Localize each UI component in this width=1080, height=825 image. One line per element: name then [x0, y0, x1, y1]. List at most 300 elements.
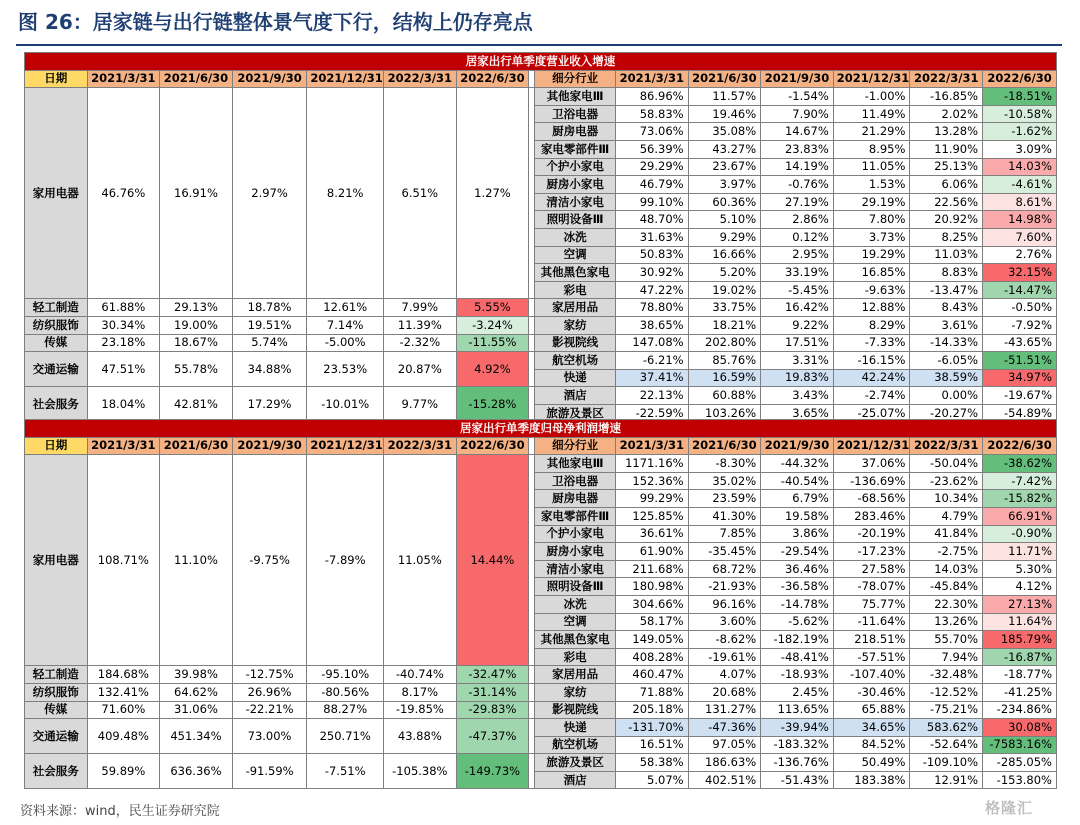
- sub-industry-value-cell: 402.51%: [688, 771, 761, 789]
- sub-industry-value-cell: 3.43%: [761, 387, 834, 405]
- sub-industry-value-cell: -131.70%: [615, 719, 688, 737]
- sub-industry-value-cell: -44.32%: [761, 455, 834, 473]
- sub-industry-value-cell: 50.49%: [833, 754, 910, 772]
- sub-industry-label: 厨房小家电: [535, 176, 616, 194]
- sub-industry-value-cell: 30.08%: [983, 719, 1057, 737]
- sub-industry-value-cell: 283.46%: [833, 507, 910, 525]
- sub-industry-value-cell: 27.58%: [833, 560, 910, 578]
- sub-industry-value-cell: -12.52%: [910, 683, 983, 701]
- industry-value-cell: -95.10%: [307, 666, 384, 684]
- sub-industry-value-cell: 11.57%: [688, 88, 761, 106]
- industry-label: 社会服务: [25, 754, 88, 789]
- column-header: 2022/3/31: [910, 70, 983, 88]
- sub-industry-value-cell: 86.96%: [615, 88, 688, 106]
- sub-industry-value-cell: -54.89%: [983, 404, 1057, 422]
- sub-industry-value-cell: 58.17%: [615, 613, 688, 631]
- watermark-logo: [985, 797, 1033, 818]
- sub-industry-value-cell: 47.22%: [615, 281, 688, 299]
- industry-value-cell: 9.77%: [384, 387, 457, 422]
- sub-industry-value-cell: -29.54%: [761, 543, 834, 561]
- column-header: 日期: [25, 70, 88, 88]
- column-header: 2021/6/30: [160, 70, 233, 88]
- sub-industry-label: 冰洗: [535, 228, 616, 246]
- sub-industry-value-cell: -10.58%: [983, 105, 1057, 123]
- industry-label: 交通运输: [25, 352, 88, 387]
- sub-industry-value-cell: 34.97%: [983, 369, 1057, 387]
- sub-industry-value-cell: 11.90%: [910, 140, 983, 158]
- sub-industry-value-cell: -19.61%: [688, 648, 761, 666]
- sub-industry-value-cell: 23.59%: [688, 490, 761, 508]
- sub-industry-value-cell: 4.07%: [688, 666, 761, 684]
- sub-industry-value-cell: 96.16%: [688, 595, 761, 613]
- sub-industry-value-cell: 3.61%: [910, 316, 983, 334]
- sub-industry-value-cell: -21.93%: [688, 578, 761, 596]
- revenue-growth-table: [24, 52, 1057, 422]
- sub-industry-value-cell: 183.38%: [833, 771, 910, 789]
- industry-value-cell: -29.83%: [456, 701, 529, 719]
- industry-label: 家用电器: [25, 88, 88, 299]
- sub-industry-value-cell: 8.25%: [910, 228, 983, 246]
- sub-industry-value-cell: 78.80%: [615, 299, 688, 317]
- sub-industry-value-cell: -18.77%: [983, 666, 1057, 684]
- sub-industry-label: 家居用品: [535, 666, 616, 684]
- column-header: 2021/3/31: [615, 70, 688, 88]
- industry-value-cell: 11.10%: [160, 455, 233, 666]
- sub-industry-value-cell: 25.13%: [910, 158, 983, 176]
- sub-industry-value-cell: 60.88%: [688, 387, 761, 405]
- sub-industry-value-cell: 0.12%: [761, 228, 834, 246]
- sub-industry-value-cell: -107.40%: [833, 666, 910, 684]
- sub-industry-value-cell: 5.30%: [983, 560, 1057, 578]
- source-note: 资料来源：wind，民生证券研究院: [20, 804, 220, 819]
- industry-label: 轻工制造: [25, 299, 88, 317]
- sub-industry-value-cell: 38.65%: [615, 316, 688, 334]
- sub-industry-value-cell: 3.60%: [688, 613, 761, 631]
- sub-industry-value-cell: 12.88%: [833, 299, 910, 317]
- sub-industry-value-cell: 1.53%: [833, 176, 910, 194]
- sub-industry-value-cell: -6.05%: [910, 352, 983, 370]
- column-header: 2021/6/30: [688, 437, 761, 455]
- column-header: 2021/3/31: [87, 70, 160, 88]
- sub-industry-value-cell: 22.56%: [910, 193, 983, 211]
- sub-industry-value-cell: -14.33%: [910, 334, 983, 352]
- sub-industry-value-cell: -16.85%: [910, 88, 983, 106]
- sub-industry-value-cell: 35.08%: [688, 123, 761, 141]
- column-header: 2022/6/30: [983, 70, 1057, 88]
- sub-industry-value-cell: -4.61%: [983, 176, 1057, 194]
- industry-value-cell: 184.68%: [87, 666, 160, 684]
- industry-label: 传媒: [25, 701, 88, 719]
- sub-industry-value-cell: 9.22%: [761, 316, 834, 334]
- sub-industry-value-cell: 11.05%: [833, 158, 910, 176]
- table-row: [25, 754, 1057, 772]
- sub-industry-value-cell: 149.05%: [615, 631, 688, 649]
- industry-value-cell: -7.51%: [307, 754, 384, 789]
- sub-industry-value-cell: 9.29%: [688, 228, 761, 246]
- sub-industry-value-cell: 16.59%: [688, 369, 761, 387]
- sub-industry-label: 其他黑色家电: [535, 631, 616, 649]
- sub-industry-value-cell: -9.63%: [833, 281, 910, 299]
- sub-industry-value-cell: 7.60%: [983, 228, 1057, 246]
- sub-industry-value-cell: 14.19%: [761, 158, 834, 176]
- sub-industry-value-cell: -7.33%: [833, 334, 910, 352]
- industry-value-cell: 23.53%: [307, 352, 384, 387]
- sub-industry-label: 家纺: [535, 683, 616, 701]
- table-row: [25, 455, 1057, 473]
- industry-value-cell: -22.21%: [232, 701, 307, 719]
- sub-industry-value-cell: -30.46%: [833, 683, 910, 701]
- sub-industry-label: 快递: [535, 369, 616, 387]
- industry-value-cell: -149.73%: [456, 754, 529, 789]
- table-header-row: [25, 437, 1057, 455]
- column-header: 2022/3/31: [384, 437, 457, 455]
- sub-industry-value-cell: -23.62%: [910, 472, 983, 490]
- sub-industry-value-cell: 14.67%: [761, 123, 834, 141]
- sub-industry-value-cell: 4.12%: [983, 578, 1057, 596]
- column-header: 2022/3/31: [384, 70, 457, 88]
- sub-industry-value-cell: 3.31%: [761, 352, 834, 370]
- table-row: [25, 719, 1057, 737]
- sub-industry-value-cell: 71.88%: [615, 683, 688, 701]
- sub-industry-value-cell: 7.80%: [833, 211, 910, 229]
- sub-industry-value-cell: -25.07%: [833, 404, 910, 422]
- sub-industry-value-cell: 11.71%: [983, 543, 1057, 561]
- industry-value-cell: -47.37%: [456, 719, 529, 754]
- sub-industry-value-cell: 8.61%: [983, 193, 1057, 211]
- sub-industry-value-cell: -0.76%: [761, 176, 834, 194]
- industry-value-cell: -11.55%: [456, 334, 529, 352]
- sub-industry-value-cell: 65.88%: [833, 701, 910, 719]
- sub-industry-value-cell: 16.85%: [833, 264, 910, 282]
- sub-industry-value-cell: -48.41%: [761, 648, 834, 666]
- table-row: [25, 88, 1057, 106]
- industry-value-cell: -5.00%: [307, 334, 384, 352]
- sub-industry-value-cell: -57.51%: [833, 648, 910, 666]
- industry-value-cell: 43.88%: [384, 719, 457, 754]
- sub-industry-value-cell: 211.68%: [615, 560, 688, 578]
- sub-industry-value-cell: 5.07%: [615, 771, 688, 789]
- industry-value-cell: 30.34%: [87, 316, 160, 334]
- industry-value-cell: 39.98%: [160, 666, 233, 684]
- industry-label: 社会服务: [25, 387, 88, 422]
- sub-industry-value-cell: 1171.16%: [615, 455, 688, 473]
- sub-industry-value-cell: 304.66%: [615, 595, 688, 613]
- sub-industry-value-cell: -1.54%: [761, 88, 834, 106]
- sub-industry-value-cell: 218.51%: [833, 631, 910, 649]
- industry-value-cell: 26.96%: [232, 683, 307, 701]
- industry-value-cell: 132.41%: [87, 683, 160, 701]
- industry-value-cell: 18.67%: [160, 334, 233, 352]
- industry-label: 纺织服饰: [25, 316, 88, 334]
- net-profit-growth-table: [24, 419, 1057, 789]
- column-header: 2022/6/30: [456, 70, 529, 88]
- column-header: 2021/12/31: [833, 437, 910, 455]
- industry-value-cell: 5.55%: [456, 299, 529, 317]
- sub-industry-value-cell: 6.06%: [910, 176, 983, 194]
- sub-industry-value-cell: -32.48%: [910, 666, 983, 684]
- sub-industry-value-cell: -183.32%: [761, 736, 834, 754]
- industry-value-cell: 11.05%: [384, 455, 457, 666]
- sub-industry-value-cell: 3.97%: [688, 176, 761, 194]
- sub-industry-value-cell: 5.10%: [688, 211, 761, 229]
- sub-industry-value-cell: 32.15%: [983, 264, 1057, 282]
- sub-industry-value-cell: 152.36%: [615, 472, 688, 490]
- sub-industry-value-cell: 22.30%: [910, 595, 983, 613]
- sub-industry-value-cell: 60.36%: [688, 193, 761, 211]
- sub-industry-value-cell: -78.07%: [833, 578, 910, 596]
- sub-industry-value-cell: 185.79%: [983, 631, 1057, 649]
- sub-industry-value-cell: 13.26%: [910, 613, 983, 631]
- sub-industry-value-cell: 8.29%: [833, 316, 910, 334]
- sub-industry-label: 家纺: [535, 316, 616, 334]
- sub-industry-value-cell: -14.78%: [761, 595, 834, 613]
- sub-industry-label: 旅游及景区: [535, 404, 616, 422]
- sub-industry-value-cell: 30.92%: [615, 264, 688, 282]
- sub-industry-value-cell: -16.87%: [983, 648, 1057, 666]
- sub-industry-value-cell: -51.43%: [761, 771, 834, 789]
- industry-value-cell: 108.71%: [87, 455, 160, 666]
- industry-value-cell: 88.27%: [307, 701, 384, 719]
- sub-industry-label: 卫浴电器: [535, 472, 616, 490]
- sub-industry-label: 彩电: [535, 281, 616, 299]
- table-banner: 居家出行单季度营业收入增速: [25, 53, 1057, 71]
- sub-industry-value-cell: 20.68%: [688, 683, 761, 701]
- industry-value-cell: 636.36%: [160, 754, 233, 789]
- sub-industry-value-cell: 13.28%: [910, 123, 983, 141]
- sub-industry-label: 厨房电器: [535, 123, 616, 141]
- sub-industry-value-cell: 2.02%: [910, 105, 983, 123]
- sub-industry-value-cell: 46.79%: [615, 176, 688, 194]
- sub-industry-label: 影视院线: [535, 701, 616, 719]
- industry-value-cell: -12.75%: [232, 666, 307, 684]
- sub-industry-value-cell: -19.67%: [983, 387, 1057, 405]
- industry-value-cell: 5.74%: [232, 334, 307, 352]
- sub-industry-label: 酒店: [535, 387, 616, 405]
- industry-value-cell: -15.28%: [456, 387, 529, 422]
- sub-industry-value-cell: 205.18%: [615, 701, 688, 719]
- industry-value-cell: 250.71%: [307, 719, 384, 754]
- industry-value-cell: 59.89%: [87, 754, 160, 789]
- sub-industry-value-cell: -43.65%: [983, 334, 1057, 352]
- sub-industry-value-cell: -45.84%: [910, 578, 983, 596]
- sub-industry-value-cell: 10.34%: [910, 490, 983, 508]
- sub-industry-value-cell: 2.76%: [983, 246, 1057, 264]
- table-header-row: [25, 70, 1057, 88]
- industry-value-cell: -19.85%: [384, 701, 457, 719]
- sub-industry-value-cell: 23.83%: [761, 140, 834, 158]
- sub-industry-label: 照明设备Ⅲ: [535, 211, 616, 229]
- industry-value-cell: 11.39%: [384, 316, 457, 334]
- sub-industry-value-cell: 202.80%: [688, 334, 761, 352]
- sub-industry-value-cell: -5.45%: [761, 281, 834, 299]
- sub-industry-value-cell: -47.36%: [688, 719, 761, 737]
- sub-industry-value-cell: 29.29%: [615, 158, 688, 176]
- sub-industry-value-cell: 7.90%: [761, 105, 834, 123]
- sub-industry-value-cell: 19.29%: [833, 246, 910, 264]
- sub-industry-value-cell: -136.76%: [761, 754, 834, 772]
- sub-industry-label: 酒店: [535, 771, 616, 789]
- sub-industry-value-cell: -18.51%: [983, 88, 1057, 106]
- sub-industry-value-cell: 11.64%: [983, 613, 1057, 631]
- industry-value-cell: 61.88%: [87, 299, 160, 317]
- sub-industry-label: 冰洗: [535, 595, 616, 613]
- sub-industry-value-cell: 33.19%: [761, 264, 834, 282]
- sub-industry-label: 厨房电器: [535, 490, 616, 508]
- industry-value-cell: 31.06%: [160, 701, 233, 719]
- sub-industry-value-cell: -7.42%: [983, 472, 1057, 490]
- industry-label: 纺织服饰: [25, 683, 88, 701]
- industry-value-cell: 14.44%: [456, 455, 529, 666]
- sub-industry-value-cell: 33.75%: [688, 299, 761, 317]
- sub-industry-value-cell: 61.90%: [615, 543, 688, 561]
- column-header: 细分行业: [535, 437, 616, 455]
- sub-industry-value-cell: 21.29%: [833, 123, 910, 141]
- sub-industry-value-cell: 460.47%: [615, 666, 688, 684]
- column-header: 2021/9/30: [232, 70, 307, 88]
- sub-industry-value-cell: -8.62%: [688, 631, 761, 649]
- sub-industry-value-cell: 186.63%: [688, 754, 761, 772]
- sub-industry-value-cell: -35.45%: [688, 543, 761, 561]
- industry-value-cell: -40.74%: [384, 666, 457, 684]
- sub-industry-value-cell: 41.30%: [688, 507, 761, 525]
- table-row: [25, 387, 1057, 405]
- sub-industry-value-cell: 17.51%: [761, 334, 834, 352]
- industry-value-cell: 1.27%: [456, 88, 529, 299]
- title-divider: [16, 44, 1062, 46]
- sub-industry-value-cell: -6.21%: [615, 352, 688, 370]
- sub-industry-value-cell: -41.25%: [983, 683, 1057, 701]
- industry-value-cell: 46.76%: [87, 88, 160, 299]
- industry-value-cell: 12.61%: [307, 299, 384, 317]
- industry-value-cell: 42.81%: [160, 387, 233, 422]
- sub-industry-label: 空调: [535, 246, 616, 264]
- sub-industry-value-cell: -234.86%: [983, 701, 1057, 719]
- sub-industry-value-cell: 85.76%: [688, 352, 761, 370]
- table-row: [25, 316, 1057, 334]
- sub-industry-label: 家电零部件Ⅲ: [535, 507, 616, 525]
- sub-industry-value-cell: 3.65%: [761, 404, 834, 422]
- sub-industry-value-cell: 36.46%: [761, 560, 834, 578]
- sub-industry-label: 家电零部件Ⅲ: [535, 140, 616, 158]
- sub-industry-value-cell: -7.92%: [983, 316, 1057, 334]
- table-row: [25, 666, 1057, 684]
- sub-industry-value-cell: 2.45%: [761, 683, 834, 701]
- column-header: 2021/6/30: [160, 437, 233, 455]
- sub-industry-value-cell: 19.83%: [761, 369, 834, 387]
- industry-value-cell: 34.88%: [232, 352, 307, 387]
- table-row: [25, 352, 1057, 370]
- sub-industry-value-cell: 3.09%: [983, 140, 1057, 158]
- sub-industry-label: 空调: [535, 613, 616, 631]
- industry-value-cell: 23.18%: [87, 334, 160, 352]
- sub-industry-value-cell: 16.66%: [688, 246, 761, 264]
- sub-industry-value-cell: 41.84%: [910, 525, 983, 543]
- sub-industry-value-cell: 84.52%: [833, 736, 910, 754]
- industry-value-cell: -31.14%: [456, 683, 529, 701]
- sub-industry-value-cell: 48.70%: [615, 211, 688, 229]
- sub-industry-value-cell: -136.69%: [833, 472, 910, 490]
- sub-industry-value-cell: 180.98%: [615, 578, 688, 596]
- sub-industry-value-cell: 34.65%: [833, 719, 910, 737]
- table-banner-row: [25, 53, 1057, 71]
- sub-industry-value-cell: -2.74%: [833, 387, 910, 405]
- column-header: 2021/12/31: [307, 437, 384, 455]
- industry-value-cell: 20.87%: [384, 352, 457, 387]
- column-header: 2022/6/30: [456, 437, 529, 455]
- sub-industry-value-cell: -15.82%: [983, 490, 1057, 508]
- sub-industry-value-cell: -36.58%: [761, 578, 834, 596]
- industry-value-cell: -7.89%: [307, 455, 384, 666]
- industry-value-cell: 6.51%: [384, 88, 457, 299]
- sub-industry-label: 照明设备Ⅲ: [535, 578, 616, 596]
- table-row: [25, 299, 1057, 317]
- sub-industry-value-cell: 43.27%: [688, 140, 761, 158]
- sub-industry-value-cell: -109.10%: [910, 754, 983, 772]
- sub-industry-value-cell: 16.42%: [761, 299, 834, 317]
- sub-industry-value-cell: -38.62%: [983, 455, 1057, 473]
- sub-industry-value-cell: 5.20%: [688, 264, 761, 282]
- sub-industry-value-cell: -20.19%: [833, 525, 910, 543]
- industry-value-cell: 8.17%: [384, 683, 457, 701]
- industry-value-cell: 29.13%: [160, 299, 233, 317]
- sub-industry-value-cell: 37.41%: [615, 369, 688, 387]
- sub-industry-value-cell: -16.15%: [833, 352, 910, 370]
- column-header: 2021/6/30: [688, 70, 761, 88]
- column-header: 2021/3/31: [615, 437, 688, 455]
- sub-industry-value-cell: 12.91%: [910, 771, 983, 789]
- table-row: [25, 701, 1057, 719]
- sub-industry-value-cell: 2.95%: [761, 246, 834, 264]
- column-header: 日期: [25, 437, 88, 455]
- sub-industry-label: 个护小家电: [535, 158, 616, 176]
- sub-industry-value-cell: -40.54%: [761, 472, 834, 490]
- industry-label: 家用电器: [25, 455, 88, 666]
- sub-industry-value-cell: 11.03%: [910, 246, 983, 264]
- sub-industry-value-cell: -182.19%: [761, 631, 834, 649]
- sub-industry-value-cell: 408.28%: [615, 648, 688, 666]
- sub-industry-label: 影视院线: [535, 334, 616, 352]
- sub-industry-value-cell: 6.79%: [761, 490, 834, 508]
- industry-value-cell: -3.24%: [456, 316, 529, 334]
- sub-industry-value-cell: 50.83%: [615, 246, 688, 264]
- industry-value-cell: -91.59%: [232, 754, 307, 789]
- column-header: 2021/12/31: [833, 70, 910, 88]
- sub-industry-label: 清洁小家电: [535, 193, 616, 211]
- sub-industry-value-cell: 55.70%: [910, 631, 983, 649]
- column-header: 2021/3/31: [87, 437, 160, 455]
- column-header: 2022/6/30: [983, 437, 1057, 455]
- sub-industry-value-cell: 99.10%: [615, 193, 688, 211]
- industry-label: 传媒: [25, 334, 88, 352]
- sub-industry-value-cell: 125.85%: [615, 507, 688, 525]
- sub-industry-value-cell: 14.98%: [983, 211, 1057, 229]
- industry-value-cell: -10.01%: [307, 387, 384, 422]
- sub-industry-value-cell: 8.83%: [910, 264, 983, 282]
- sub-industry-value-cell: 131.27%: [688, 701, 761, 719]
- sub-industry-value-cell: 23.67%: [688, 158, 761, 176]
- sub-industry-value-cell: 31.63%: [615, 228, 688, 246]
- sub-industry-value-cell: -0.50%: [983, 299, 1057, 317]
- table-banner: 居家出行单季度归母净利润增速: [25, 420, 1057, 438]
- sub-industry-value-cell: -8.30%: [688, 455, 761, 473]
- sub-industry-value-cell: 4.79%: [910, 507, 983, 525]
- sub-industry-value-cell: 7.94%: [910, 648, 983, 666]
- sub-industry-label: 厨房小家电: [535, 543, 616, 561]
- sub-industry-value-cell: 99.29%: [615, 490, 688, 508]
- sub-industry-value-cell: 22.13%: [615, 387, 688, 405]
- sub-industry-value-cell: 583.62%: [910, 719, 983, 737]
- sub-industry-value-cell: 14.03%: [983, 158, 1057, 176]
